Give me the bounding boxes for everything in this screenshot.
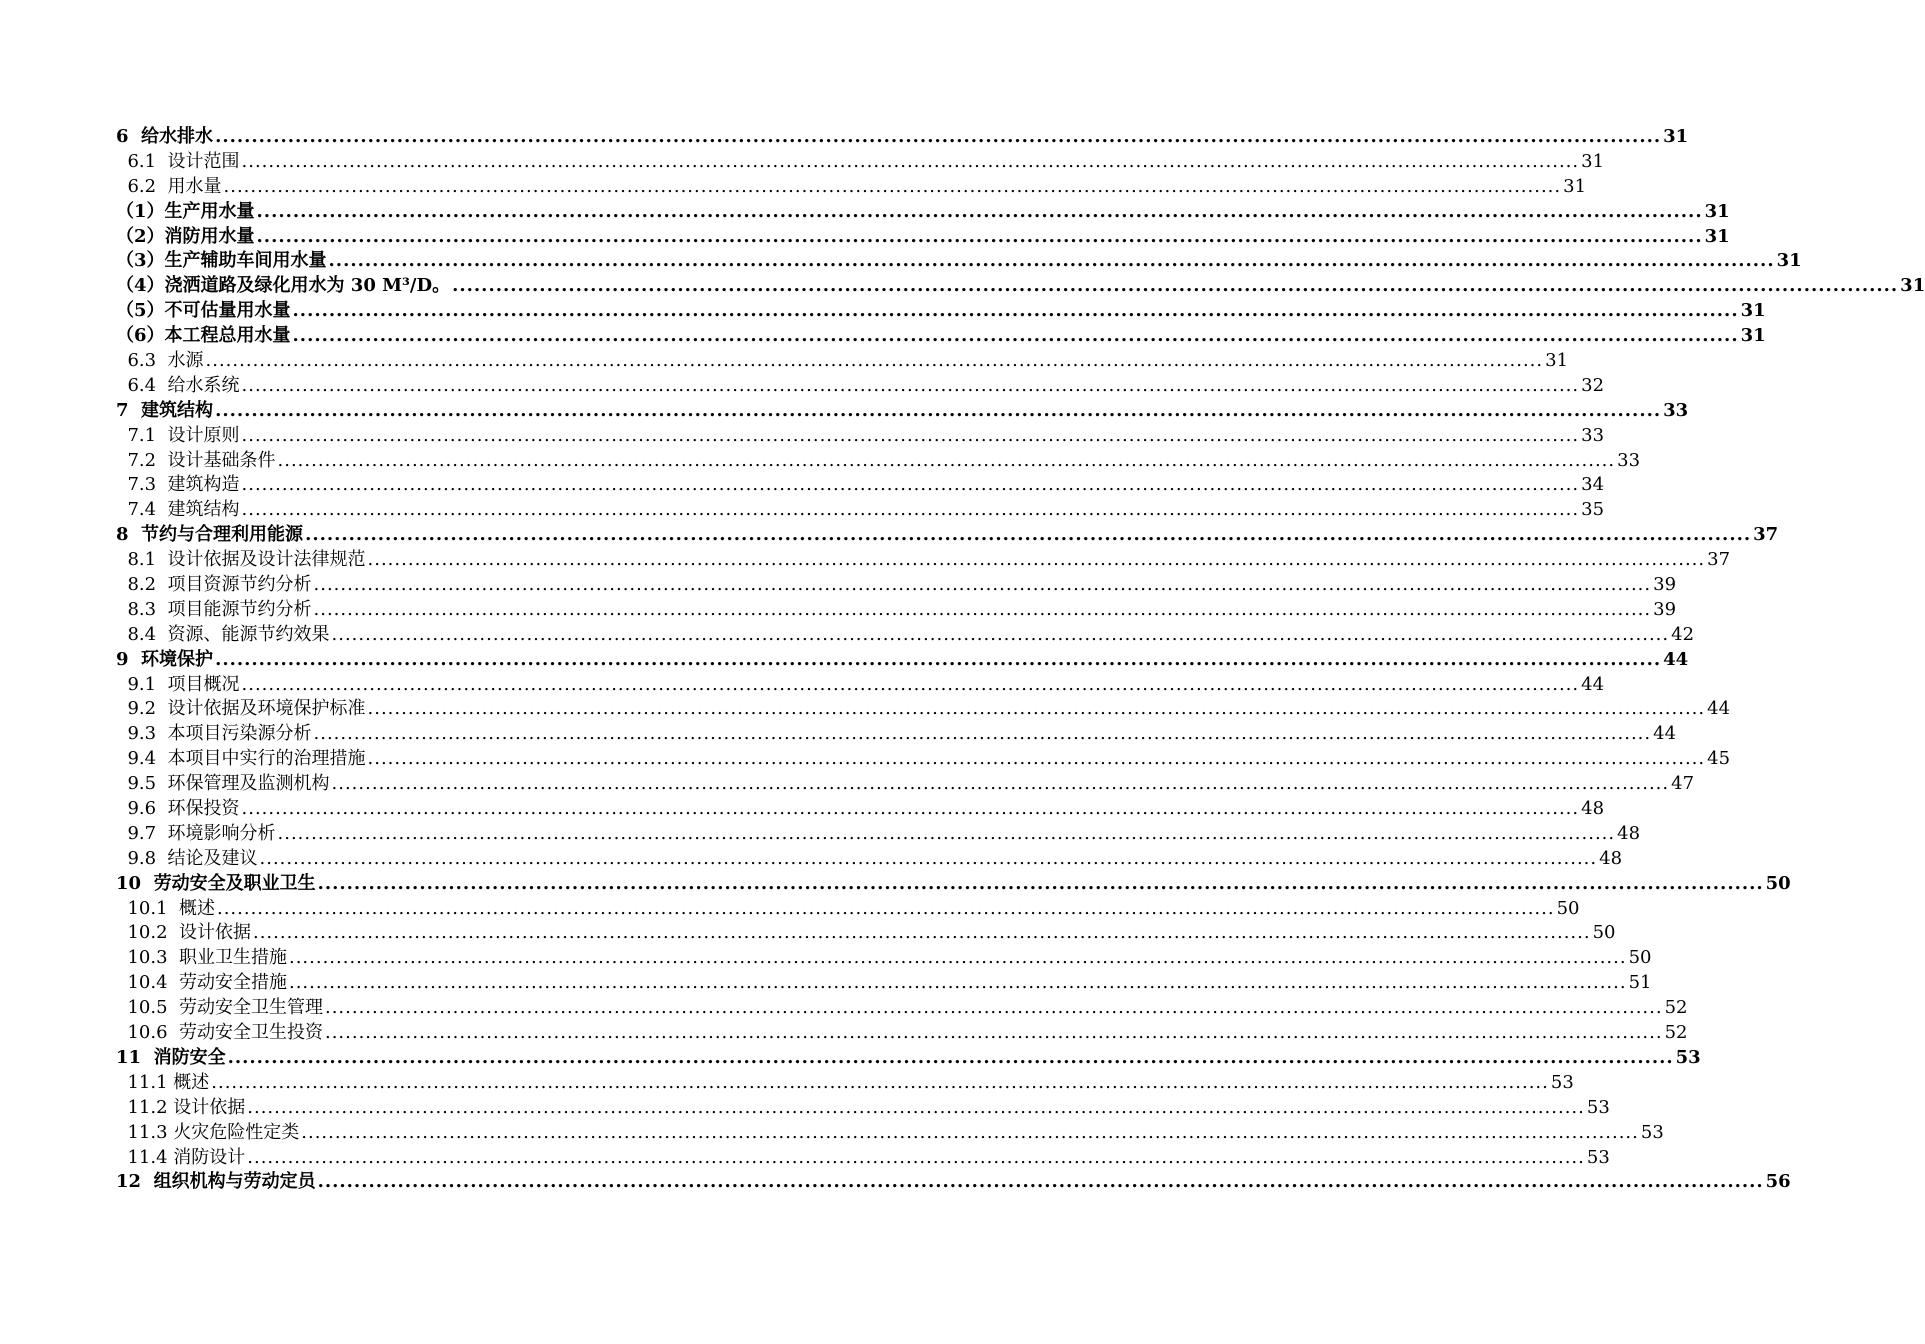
- toc-dot-leader: .......................................................................................................................................................................................................: [256, 225, 1703, 247]
- toc-entry-title: （4）浇洒道路及绿化用水为 30 M³/D。: [116, 275, 451, 297]
- toc-entry[interactable]: [116, 523, 1779, 548]
- toc-page-number: 48: [1617, 822, 1641, 844]
- toc-dot-leader: .......................................................................................................................................................................................................: [241, 474, 1580, 496]
- toc-entry[interactable]: [116, 673, 1605, 698]
- toc-entry-title: 6 给水排水: [116, 125, 214, 147]
- toc-entry-title: 7 建筑结构: [116, 399, 214, 421]
- toc-entry[interactable]: [116, 225, 1730, 250]
- toc-page-number: 53: [1586, 1146, 1610, 1168]
- toc-dot-leader: .......................................................................................................................................................................................................: [247, 1146, 1585, 1168]
- toc-page-number: 45: [1707, 748, 1731, 770]
- toc-entry-title: 7.3 建筑构造: [116, 474, 240, 496]
- toc-dot-leader: .......................................................................................................................................................................................................: [313, 598, 1652, 620]
- toc-page-number: 44: [1653, 723, 1677, 745]
- toc-dot-leader: .......................................................................................................................................................................................................: [241, 499, 1580, 521]
- toc-page-number: 53: [1675, 1046, 1701, 1068]
- toc-dot-leader: .......................................................................................................................................................................................................: [223, 175, 1562, 197]
- toc-page-number: 50: [1628, 947, 1652, 969]
- toc-entry-title: 11 消防安全: [116, 1046, 226, 1068]
- toc-page-number: 50: [1765, 872, 1791, 894]
- toc-dot-leader: .......................................................................................................................................................................................................: [317, 872, 1764, 894]
- toc-page-number: 39: [1653, 598, 1677, 620]
- toc-page-number: 33: [1663, 399, 1689, 421]
- toc-dot-leader: .......................................................................................................................................................................................................: [241, 150, 1580, 172]
- toc-page-number: 32: [1581, 374, 1605, 396]
- toc-entry[interactable]: [116, 1146, 1610, 1171]
- toc-entry[interactable]: [116, 424, 1605, 449]
- toc-entry[interactable]: [116, 125, 1689, 150]
- toc-entry-title: 11.3 火灾危险性定类: [116, 1121, 300, 1143]
- table-of-contents: [116, 125, 1925, 1195]
- toc-page-number: 37: [1707, 549, 1731, 571]
- toc-page-number: 34: [1581, 474, 1605, 496]
- toc-entry[interactable]: [116, 449, 1641, 474]
- toc-entry-title: 7.1 设计原则: [116, 424, 240, 446]
- toc-entry-title: 6.3 水源: [116, 350, 204, 371]
- toc-dot-leader: .......................................................................................................................................................................................................: [227, 1046, 1674, 1068]
- toc-entry[interactable]: [116, 797, 1605, 822]
- toc-page-number: 31: [1581, 150, 1605, 172]
- toc-entry[interactable]: [116, 548, 1731, 573]
- toc-entry[interactable]: [116, 175, 1587, 200]
- toc-entry[interactable]: [116, 822, 1641, 847]
- toc-entry[interactable]: [116, 697, 1731, 722]
- toc-dot-leader: .......................................................................................................................................................................................................: [288, 972, 1627, 994]
- toc-page-number: 48: [1581, 798, 1605, 820]
- toc-dot-leader: .......................................................................................................................................................................................................: [256, 200, 1703, 222]
- toc-dot-leader: .......................................................................................................................................................................................................: [313, 723, 1652, 745]
- toc-entry-title: 9 环境保护: [116, 648, 214, 670]
- toc-entry[interactable]: [116, 1121, 1664, 1146]
- toc-entry[interactable]: [116, 249, 1802, 274]
- toc-dot-leader: .......................................................................................................................................................................................................: [241, 798, 1580, 820]
- toc-dot-leader: .......................................................................................................................................................................................................: [241, 374, 1580, 396]
- toc-dot-leader: .......................................................................................................................................................................................................: [205, 350, 1544, 371]
- toc-page-number: 56: [1765, 1171, 1791, 1193]
- toc-entry[interactable]: [116, 274, 1925, 299]
- toc-page-number: 47: [1671, 773, 1695, 795]
- toc-page-number: 31: [1776, 250, 1802, 272]
- toc-page-number: 35: [1581, 499, 1605, 521]
- toc-page-number: 42: [1671, 623, 1695, 645]
- toc-dot-leader: .......................................................................................................................................................................................................: [241, 424, 1580, 446]
- toc-entry-title: 12 组织机构与劳动定员: [116, 1171, 316, 1193]
- toc-dot-leader: .......................................................................................................................................................................................................: [259, 847, 1598, 869]
- toc-page-number: 44: [1707, 698, 1731, 720]
- toc-entry[interactable]: [116, 946, 1652, 971]
- toc-dot-leader: .......................................................................................................................................................................................................: [215, 399, 1662, 421]
- toc-entry-title: 10.5 劳动安全卫生管理: [116, 997, 323, 1019]
- toc-dot-leader: .......................................................................................................................................................................................................: [367, 698, 1706, 720]
- toc-entry[interactable]: [116, 996, 1688, 1021]
- toc-dot-leader: .......................................................................................................................................................................................................: [211, 1071, 1549, 1093]
- toc-page-number: 31: [1900, 275, 1925, 297]
- toc-page-number: 31: [1545, 350, 1569, 371]
- toc-entry-title: 8.1 设计依据及设计法律规范: [116, 549, 366, 571]
- toc-entry[interactable]: [116, 1046, 1701, 1071]
- toc-entry[interactable]: [116, 498, 1605, 523]
- toc-entry[interactable]: [116, 1096, 1610, 1121]
- toc-dot-leader: .......................................................................................................................................................................................................: [331, 773, 1670, 795]
- toc-entry[interactable]: [116, 847, 1623, 872]
- toc-entry-title: 10.6 劳动安全卫生投资: [116, 1022, 323, 1044]
- toc-entry-title: 10 劳动安全及职业卫生: [116, 872, 316, 894]
- toc-dot-leader: .......................................................................................................................................................................................................: [317, 1171, 1764, 1193]
- toc-entry[interactable]: [116, 349, 1569, 374]
- toc-dot-leader: .......................................................................................................................................................................................................: [331, 623, 1670, 645]
- toc-page-number: 52: [1664, 1022, 1688, 1044]
- toc-entry[interactable]: [116, 473, 1605, 498]
- toc-page-number: 31: [1704, 225, 1730, 247]
- toc-entry[interactable]: [116, 922, 1616, 947]
- toc-entry-title: 11.2 设计依据: [116, 1096, 246, 1118]
- toc-dot-leader: .......................................................................................................................................................................................................: [252, 922, 1591, 944]
- toc-page-number: 53: [1586, 1096, 1610, 1118]
- toc-entry-title: （1）生产用水量: [116, 200, 255, 222]
- toc-entry[interactable]: [116, 573, 1677, 598]
- toc-dot-leader: .......................................................................................................................................................................................................: [313, 574, 1652, 596]
- toc-dot-leader: .......................................................................................................................................................................................................: [292, 325, 1739, 347]
- toc-page-number: 53: [1640, 1121, 1664, 1143]
- toc-page-number: 31: [1663, 125, 1689, 147]
- toc-entry-title: 9.5 环保管理及监测机构: [116, 773, 330, 795]
- toc-dot-leader: .......................................................................................................................................................................................................: [301, 1121, 1639, 1143]
- toc-entry-title: 8 节约与合理利用能源: [116, 524, 304, 546]
- toc-entry-title: 9.3 本项目污染源分析: [116, 723, 312, 745]
- toc-page-number: 33: [1581, 424, 1605, 446]
- toc-entry[interactable]: [116, 150, 1605, 175]
- toc-entry-title: 10.3 职业卫生措施: [116, 947, 287, 969]
- toc-entry[interactable]: [116, 747, 1731, 772]
- toc-entry[interactable]: [116, 722, 1677, 747]
- toc-page-number: 48: [1599, 847, 1623, 869]
- toc-page-number: 31: [1740, 300, 1766, 322]
- toc-entry-title: 8.2 项目资源节约分析: [116, 574, 312, 596]
- toc-dot-leader: .......................................................................................................................................................................................................: [277, 449, 1616, 471]
- toc-entry-title: 9.4 本项目中实行的治理措施: [116, 748, 366, 770]
- toc-dot-leader: .......................................................................................................................................................................................................: [277, 822, 1616, 844]
- toc-page-number: 31: [1704, 200, 1730, 222]
- toc-page-number: 31: [1740, 325, 1766, 347]
- toc-page-number: 50: [1556, 897, 1580, 919]
- toc-dot-leader: .......................................................................................................................................................................................................: [452, 275, 1899, 297]
- toc-entry[interactable]: [116, 1071, 1574, 1096]
- toc-entry-title: 10.2 设计依据: [116, 922, 251, 944]
- toc-dot-leader: .......................................................................................................................................................................................................: [328, 250, 1775, 272]
- toc-page-number: 33: [1617, 449, 1641, 471]
- toc-entry[interactable]: [116, 598, 1677, 623]
- toc-dot-leader: .......................................................................................................................................................................................................: [215, 125, 1662, 147]
- toc-page-number: 50: [1592, 922, 1616, 944]
- toc-entry-title: 8.4 资源、能源节约效果: [116, 623, 330, 645]
- toc-entry-title: （5）不可估量用水量: [116, 300, 291, 322]
- toc-dot-leader: .......................................................................................................................................................................................................: [247, 1096, 1585, 1118]
- toc-entry-title: 8.3 项目能源节约分析: [116, 598, 312, 620]
- toc-entry-title: 7.2 设计基础条件: [116, 449, 276, 471]
- toc-page-number: 53: [1550, 1071, 1574, 1093]
- toc-entry-title: 6.2 用水量: [116, 175, 222, 197]
- toc-entry[interactable]: [116, 648, 1689, 673]
- toc-dot-leader: .......................................................................................................................................................................................................: [288, 947, 1627, 969]
- toc-entry[interactable]: [116, 897, 1580, 922]
- toc-page-number: 44: [1581, 673, 1605, 695]
- toc-entry[interactable]: [116, 200, 1730, 225]
- toc-entry-title: （6）本工程总用水量: [116, 325, 291, 347]
- toc-entry-title: 10.4 劳动安全措施: [116, 972, 287, 994]
- toc-entry[interactable]: [116, 971, 1652, 996]
- toc-dot-leader: .......................................................................................................................................................................................................: [241, 673, 1580, 695]
- toc-dot-leader: .......................................................................................................................................................................................................: [324, 997, 1663, 1019]
- toc-entry[interactable]: [116, 772, 1695, 797]
- toc-entry[interactable]: [116, 299, 1766, 324]
- toc-dot-leader: .......................................................................................................................................................................................................: [367, 549, 1706, 571]
- toc-entry[interactable]: [116, 623, 1695, 648]
- toc-entry-title: 9.2 设计依据及环境保护标准: [116, 698, 366, 720]
- toc-dot-leader: .......................................................................................................................................................................................................: [216, 897, 1555, 919]
- toc-dot-leader: .......................................................................................................................................................................................................: [305, 524, 1752, 546]
- toc-dot-leader: .......................................................................................................................................................................................................: [367, 748, 1706, 770]
- toc-page-number: 44: [1663, 648, 1689, 670]
- toc-dot-leader: .......................................................................................................................................................................................................: [324, 1022, 1663, 1044]
- toc-entry[interactable]: [116, 324, 1766, 349]
- toc-dot-leader: .......................................................................................................................................................................................................: [215, 648, 1662, 670]
- toc-entry-title: 9.7 环境影响分析: [116, 822, 276, 844]
- toc-page-number: 39: [1653, 574, 1677, 596]
- toc-entry[interactable]: [116, 872, 1791, 897]
- toc-entry[interactable]: [116, 1021, 1688, 1046]
- toc-entry-title: 9.1 项目概况: [116, 673, 240, 695]
- toc-page-number: 37: [1753, 524, 1779, 546]
- toc-entry[interactable]: [116, 399, 1689, 424]
- toc-entry-title: 10.1 概述: [116, 897, 215, 919]
- toc-page-number: 52: [1664, 997, 1688, 1019]
- toc-entry-title: 11.4 消防设计: [116, 1146, 246, 1168]
- toc-entry[interactable]: [116, 374, 1605, 399]
- toc-entry-title: （2）消防用水量: [116, 225, 255, 247]
- toc-entry-title: 9.8 结论及建议: [116, 847, 258, 869]
- toc-entry[interactable]: [116, 1170, 1791, 1195]
- toc-dot-leader: .......................................................................................................................................................................................................: [292, 300, 1739, 322]
- toc-entry-title: 6.4 给水系统: [116, 374, 240, 396]
- toc-page-number: 31: [1563, 175, 1587, 197]
- toc-entry-title: 7.4 建筑结构: [116, 499, 240, 521]
- toc-entry-title: 6.1 设计范围: [116, 150, 240, 172]
- toc-entry-title: 9.6 环保投资: [116, 798, 240, 820]
- toc-entry-title: （3）生产辅助车间用水量: [116, 250, 327, 272]
- toc-entry-title: 11.1 概述: [116, 1071, 210, 1093]
- toc-page-number: 51: [1628, 972, 1652, 994]
